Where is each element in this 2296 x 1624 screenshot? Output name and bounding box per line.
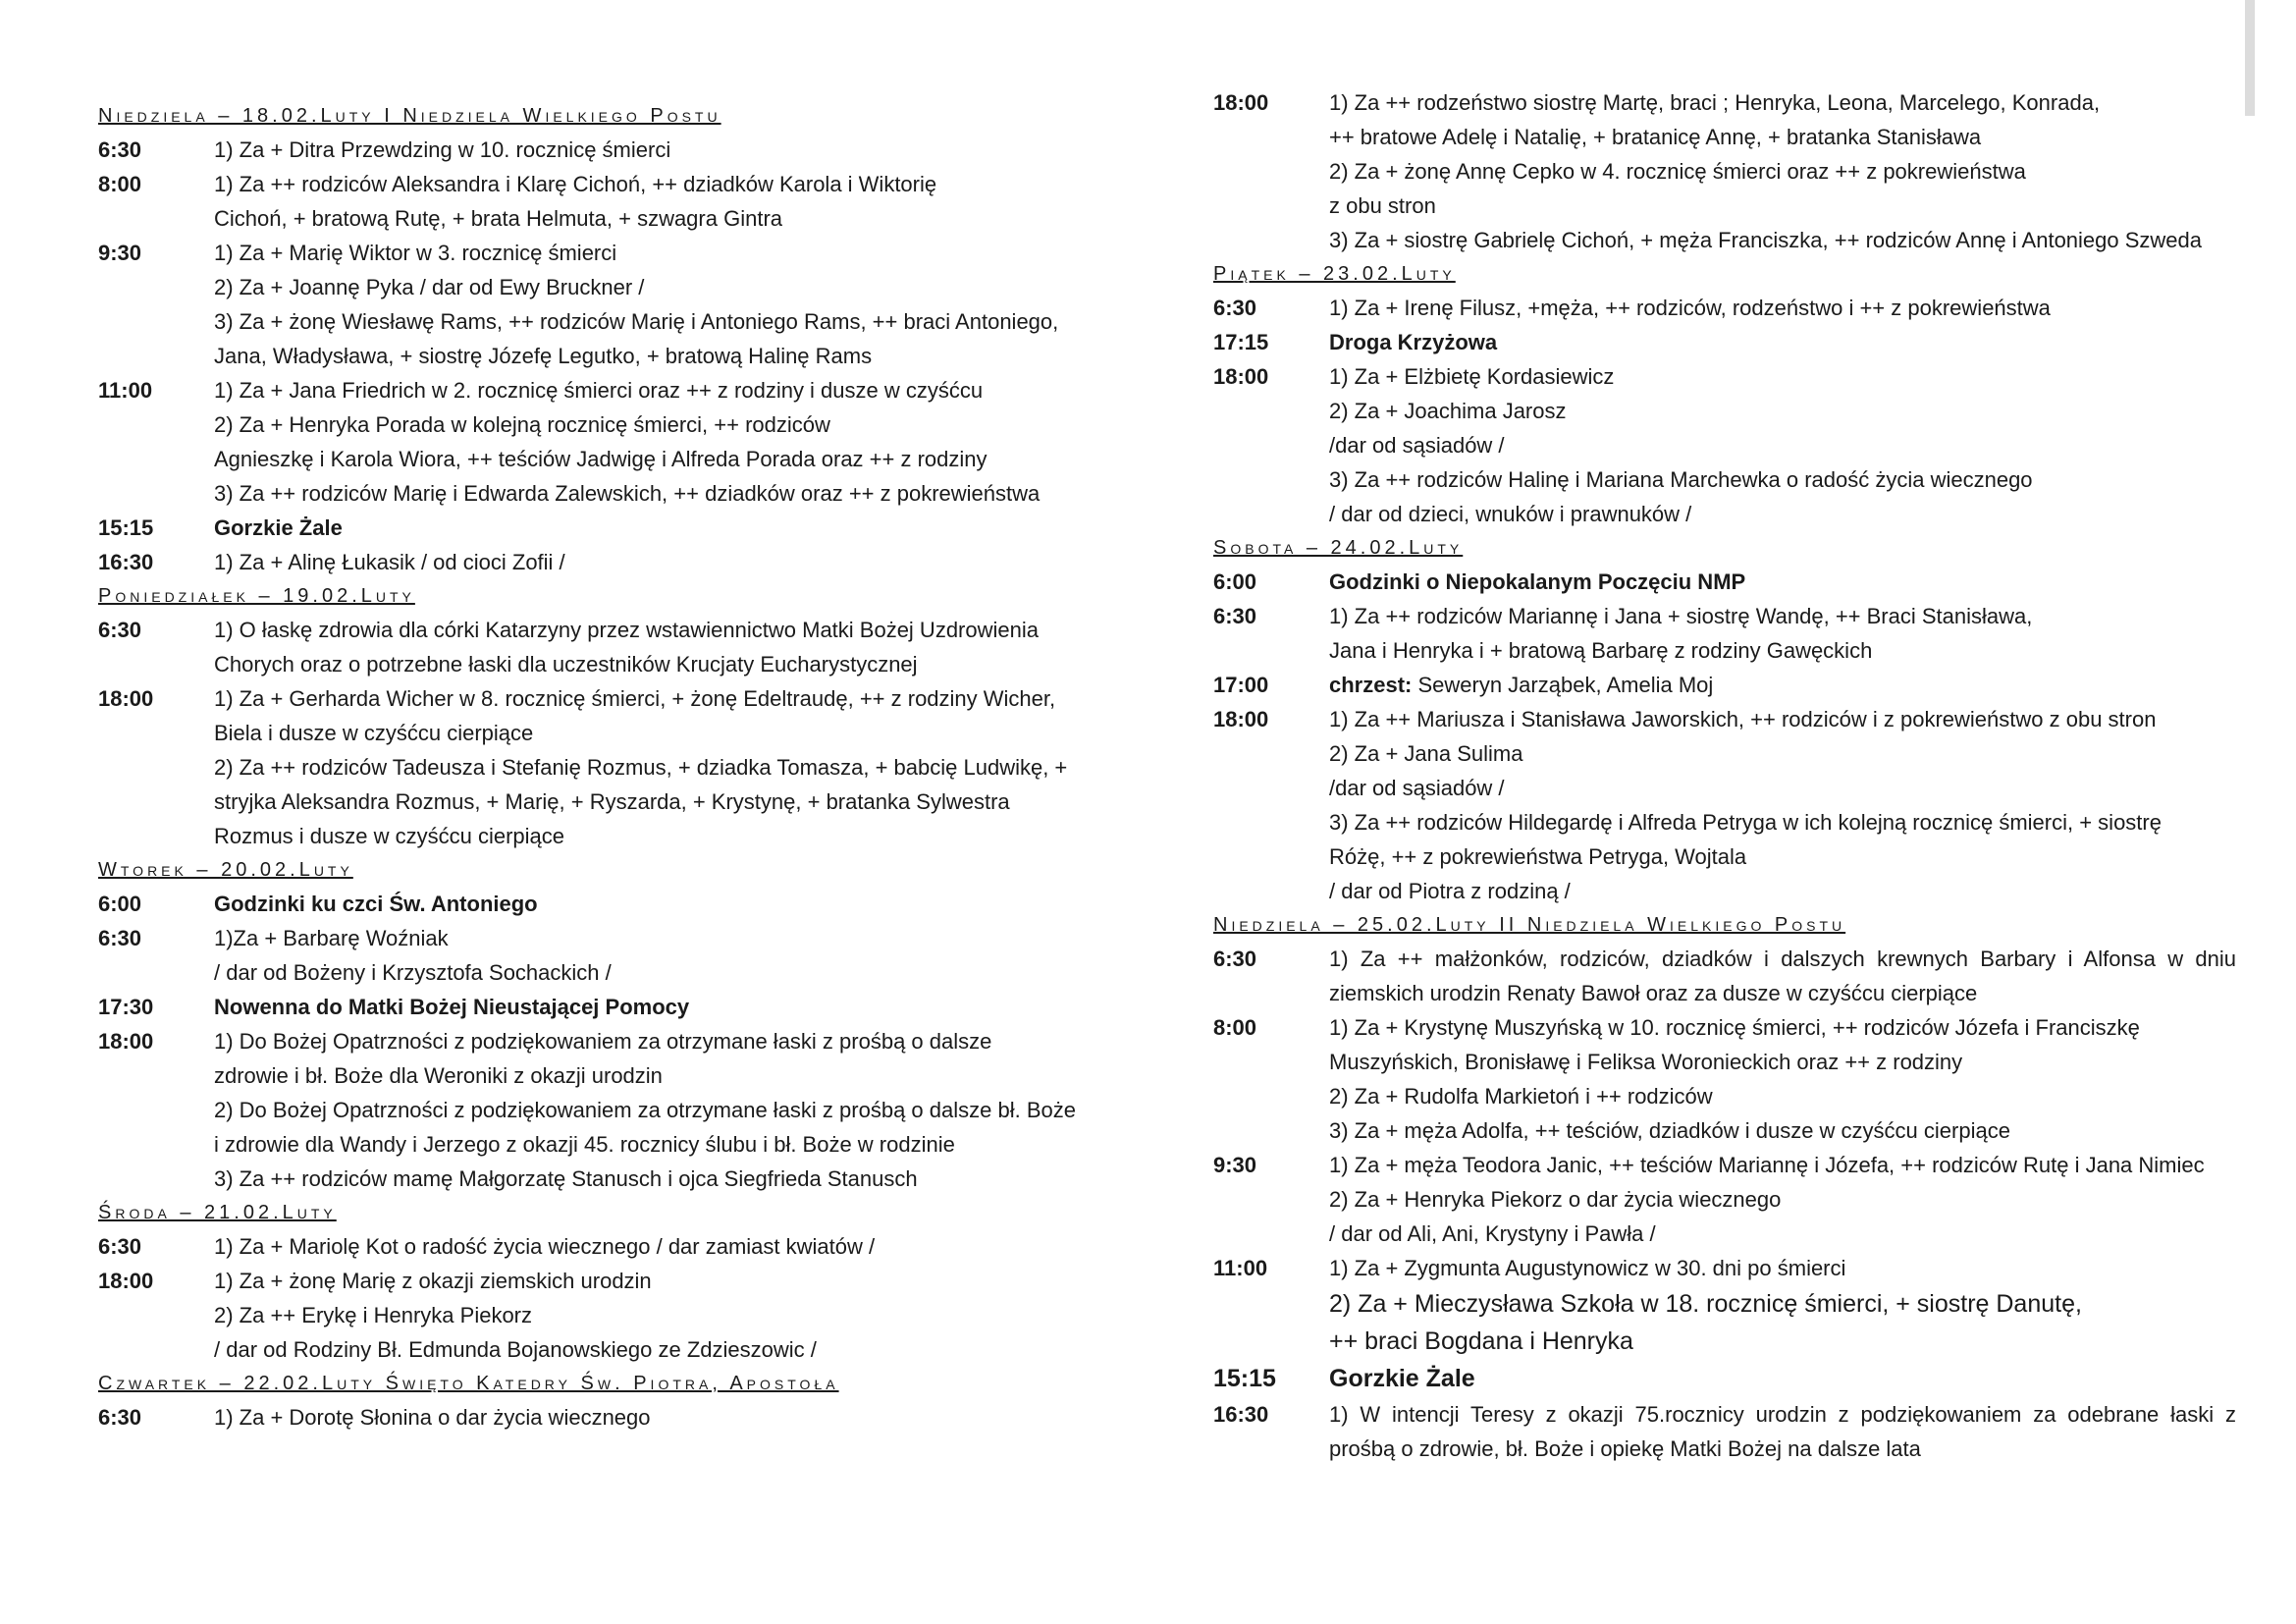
intention-line: stryjka Aleksandra Rozmus, + Marię, + Ryszarda, + Krystynę, + bratanka Sylwestra [214, 789, 1010, 814]
intention-line: 1) W intencji Teresy z okazji 75.rocznicy urodzin z podziękowaniem za odebrane łaski z [1329, 1402, 2236, 1427]
intention-line: Godzinki o Niepokalanym Poczęciu NMP [1329, 569, 1746, 594]
left-column [98, 99, 1109, 1435]
intention-line: 1) Za + Mariolę Kot o radość życia wiecznego / dar zamiast kwiatów / [214, 1234, 876, 1259]
intention-list [1329, 291, 2236, 325]
intention-list [214, 681, 1109, 853]
mass-entry [1213, 1397, 2236, 1466]
intention-line: Droga Krzyżowa [1329, 330, 1498, 354]
intention-list [1329, 1251, 2236, 1360]
mass-time: 18:00 [98, 686, 154, 711]
mass-entry [1213, 291, 2236, 325]
intention-list [1329, 1010, 2236, 1148]
intention-line: 3) Za + żonę Wiesławę Rams, ++ rodziców Marię i Antoniego Rams, ++ braci Antoniego, [214, 309, 1059, 334]
mass-time: 8:00 [1213, 1015, 1257, 1040]
intention-line: 2) Za + Joachima Jarosz [1329, 399, 1567, 423]
intention-line: Cichoń, + bratową Rutę, + brata Helmuta, + szwagra Gintra [214, 206, 783, 231]
intention-line: z obu stron [1329, 193, 1436, 218]
day-section [98, 1196, 1109, 1367]
mass-entry [1213, 702, 2236, 908]
intention-line: 3) Za ++ rodziców Halinę i Mariana Marchewka o radość życia wiecznego [1329, 467, 2033, 492]
mass-entry [1213, 1010, 2236, 1148]
intention-list [1329, 1148, 2236, 1251]
intention-line: 1) Za + Zygmunta Augustynowicz w 30. dni po śmierci [1329, 1256, 1846, 1280]
intention-line: /dar od sąsiadów / [1329, 776, 1505, 800]
day-section [1213, 257, 2236, 531]
mass-entry [1213, 359, 2236, 531]
intention-line: 1) Do Bożej Opatrzności z podziękowaniem za otrzymane łaski z prośbą o dalsze [214, 1029, 992, 1054]
mass-time: 6:30 [98, 1405, 142, 1430]
intention-line: 2) Za + Mieczysława Szkoła w 18. rocznicę śmierci, + siostrę Danutę, [1329, 1290, 2082, 1318]
intention-line: 3) Za + siostrę Gabrielę Cichoń, + męża Franciszka, ++ rodziców Annę i Antoniego Szweda [1329, 228, 2203, 252]
intention-line: 1) Za ++ rodziców Aleksandra i Klarę Cichoń, ++ dziadków Karola i Wiktorię [214, 172, 937, 196]
mass-time: 8:00 [98, 172, 142, 196]
day-title: Niedziela – 25.02.Luty II Niedziela Wielkiego Postu [1213, 914, 1846, 936]
intention-list [1329, 599, 2236, 668]
intention-line: 1) Za ++ rodziców Mariannę i Jana + siostrę Wandę, ++ Braci Stanisława, [1329, 604, 2033, 628]
day-section [98, 1367, 1109, 1435]
intention-line: 1)Za + Barbarę Woźniak [214, 926, 449, 950]
intention-line: Biela i dusze w czyśćcu cierpiące [214, 721, 534, 745]
intention-line: Chorych oraz o potrzebne łaski dla uczestników Krucjaty Eucharystycznej [214, 652, 918, 677]
intention-list [1329, 702, 2236, 908]
mass-entry [98, 887, 1109, 921]
intention-line: Gorzkie Żale [214, 515, 343, 540]
intention-list [214, 613, 1109, 681]
day-section [98, 853, 1109, 1196]
mass-entry [98, 681, 1109, 853]
mass-entry [98, 236, 1109, 373]
intention-list [214, 1264, 1109, 1367]
intention-line: prośbą o zdrowie, bł. Boże i opiekę Matki Bożej na dalsze lata [1329, 1436, 1921, 1461]
mass-entry [1213, 325, 2236, 359]
mass-time: 18:00 [98, 1269, 154, 1293]
intention-line: / dar od Ali, Ani, Krystyny i Pawła / [1329, 1221, 1656, 1246]
mass-entry [98, 990, 1109, 1024]
day-title: Wtorek – 20.02.Luty [98, 859, 353, 881]
intention-line: ziemskich urodzin Renaty Bawoł oraz za dusze w czyśćcu cierpiące [1329, 981, 1978, 1005]
mass-time: 17:15 [1213, 330, 1269, 354]
mass-entry [1213, 668, 2236, 702]
mass-time: 6:30 [98, 618, 142, 642]
intention-line: 3) Za ++ rodziców Marię i Edwarda Zalewskich, ++ dziadków oraz ++ z pokrewieństwa [214, 481, 1041, 506]
day-section [1213, 531, 2236, 908]
intention-line: 2) Za + Henryka Piekorz o dar życia wiecznego [1329, 1187, 1782, 1212]
mass-time: 6:30 [1213, 296, 1257, 320]
intention-line: / dar od Piotra z rodziną / [1329, 879, 1571, 903]
intention-list [214, 921, 1109, 990]
intention-line: 3) Za ++ rodziców Hildegardę i Alfreda Petryga w ich kolejną rocznicę śmierci, + siostrę [1329, 810, 2162, 835]
mass-time: 9:30 [98, 241, 142, 265]
intention-line: 2) Za + żonę Annę Cepko w 4. rocznicę śmierci oraz ++ z pokrewieństwa [1329, 159, 2026, 184]
day-section [1213, 85, 2236, 257]
intention-line: 2) Do Bożej Opatrzności z podziękowaniem za otrzymane łaski z prośbą o dalsze bł. Boże [214, 1098, 1076, 1122]
intention-line: Gorzkie Żale [1329, 1365, 1475, 1392]
intention-line: 1) Za + żonę Marię z okazji ziemskich urodzin [214, 1269, 652, 1293]
day-title: Środa – 21.02.Luty [98, 1202, 337, 1223]
mass-entry [98, 613, 1109, 681]
mass-time: 6:00 [98, 892, 142, 916]
mass-entry [98, 511, 1109, 545]
mass-time: 16:30 [98, 550, 154, 574]
intention-list [1329, 85, 2236, 257]
intention-line: ++ bratowe Adelę i Natalię, + bratanicę Annę, + bratanka Stanisława [1329, 125, 1982, 149]
mass-entry [1213, 942, 2236, 1010]
mass-time: 15:15 [1213, 1365, 1276, 1392]
mass-time: 18:00 [1213, 90, 1269, 115]
intention-line: 1) Za ++ Mariusza i Stanisława Jaworskich, ++ rodziców i z pokrewieństwo z obu stron [1329, 707, 2157, 731]
mass-entry [98, 1264, 1109, 1367]
mass-time: 18:00 [1213, 707, 1269, 731]
intention-line: Nowenna do Matki Bożej Nieustającej Pomocy [214, 995, 690, 1019]
intention-line: 2) Za + Rudolfa Markietoń i ++ rodziców [1329, 1084, 1713, 1109]
mass-time: 15:15 [98, 515, 154, 540]
mass-time: 17:00 [1213, 673, 1269, 697]
intention-line: 2) Za + Jana Sulima [1329, 741, 1523, 766]
intention-line: 2) Za ++ Erykę i Henryka Piekorz [214, 1303, 533, 1327]
intention-list [214, 133, 1109, 167]
right-column [1213, 85, 2236, 1466]
mass-entry [98, 133, 1109, 167]
mass-entry [1213, 1251, 2236, 1360]
intention-line: 1) Za + Alinę Łukasik / od cioci Zofii / [214, 550, 565, 574]
mass-entry [1213, 1360, 2236, 1397]
intention-list [214, 887, 1109, 921]
day-title: Niedziela – 18.02.Luty I Niedziela Wielkiego Postu [98, 105, 721, 127]
intention-list [214, 1024, 1109, 1196]
mass-time: 16:30 [1213, 1402, 1269, 1427]
intention-line: / dar od Rodziny Bł. Edmunda Bojanowskiego ze Zdzieszowic / [214, 1337, 817, 1362]
intention-list [214, 236, 1109, 373]
intention-list [1329, 668, 2236, 702]
intention-line: 2) Za + Joannę Pyka / dar od Ewy Bruckner / [214, 275, 645, 299]
day-title: Piątek – 23.02.Luty [1213, 263, 1456, 285]
intention-list [214, 1400, 1109, 1435]
intention-line: zdrowie i bł. Boże dla Weroniki z okazji urodzin [214, 1063, 663, 1088]
intention-line: 1) Za + Elżbietę Kordasiewicz [1329, 364, 1615, 389]
intention-line: Jana, Władysława, + siostrę Józefę Legutko, + bratową Halinę Rams [214, 344, 873, 368]
mass-time: 11:00 [98, 378, 153, 403]
mass-entry [1213, 85, 2236, 257]
intention-list [1329, 1397, 2236, 1466]
intention-list [214, 373, 1109, 511]
baptism-label: chrzest: [1329, 673, 1413, 697]
intention-list [214, 511, 1109, 545]
intention-line: 3) Za ++ rodziców mamę Małgorzatę Stanusch i ojca Siegfrieda Stanusch [214, 1166, 918, 1191]
intention-line: 1) Za ++ rodzeństwo siostrę Martę, braci ; Henryka, Leona, Marcelego, Konrada, [1329, 90, 2101, 115]
intention-line: /dar od sąsiadów / [1329, 433, 1505, 458]
intention-line [1329, 668, 2236, 702]
day-section [98, 579, 1109, 853]
scrollbar[interactable] [2245, 0, 2255, 116]
mass-entry [1213, 599, 2236, 668]
intention-line: Muszyńskich, Bronisławę i Feliksa Woronieckich oraz ++ z rodziny [1329, 1050, 1963, 1074]
mass-entry [98, 921, 1109, 990]
mass-time: 17:30 [98, 995, 154, 1019]
day-title: Sobota – 24.02.Luty [1213, 537, 1464, 559]
intention-line: 1) Za + Jana Friedrich w 2. rocznicę śmierci oraz ++ z rodziny i dusze w czyśćcu [214, 378, 984, 403]
mass-entry [98, 545, 1109, 579]
intention-list [214, 545, 1109, 579]
mass-entry [98, 373, 1109, 511]
intention-list [1329, 565, 2236, 599]
mass-entry [98, 1229, 1109, 1264]
day-section [1213, 908, 2236, 1466]
mass-entry [1213, 565, 2236, 599]
intention-list [214, 990, 1109, 1024]
intention-line: / dar od dzieci, wnuków i prawnuków / [1329, 502, 1692, 526]
intention-line: Jana i Henryka i + bratową Barbarę z rodziny Gawęckich [1329, 638, 1873, 663]
mass-time: 6:30 [1213, 604, 1257, 628]
intention-line: 1) Za + Irenę Filusz, +męża, ++ rodziców, rodzeństwo i ++ z pokrewieństwa [1329, 296, 2051, 320]
day-title: Czwartek – 22.02.Luty Święto Katedry Św. Piotra, Apostoła [98, 1373, 839, 1394]
intention-line: 3) Za + męża Adolfa, ++ teściów, dziadków i dusze w czyśćcu cierpiące [1329, 1118, 2010, 1143]
mass-entry [98, 167, 1109, 236]
mass-entry [1213, 1148, 2236, 1251]
mass-time: 6:30 [1213, 947, 1257, 971]
intention-line: 2) Za ++ rodziców Tadeusza i Stefanię Rozmus, + dziadka Tomasza, + babcię Ludwikę, + [214, 755, 1068, 780]
day-section [98, 99, 1109, 579]
intention-line: Godzinki ku czci Św. Antoniego [214, 892, 538, 916]
mass-time: 18:00 [98, 1029, 154, 1054]
intention-line: / dar od Bożeny i Krzysztofa Sochackich / [214, 960, 612, 985]
mass-time: 9:30 [1213, 1153, 1257, 1177]
mass-time: 6:30 [98, 137, 142, 162]
intention-line: 1) Za + Krystynę Muszyńską w 10. rocznicę śmierci, ++ rodziców Józefa i Franciszkę [1329, 1015, 2140, 1040]
mass-entry [98, 1024, 1109, 1196]
intention-line: 1) Za + męża Teodora Janic, ++ teściów Mariannę i Józefa, ++ rodziców Rutę i Jana Nimiec [1329, 1153, 2205, 1177]
mass-time: 11:00 [1213, 1256, 1268, 1280]
intention-line: ++ braci Bogdana i Henryka [1329, 1327, 1633, 1355]
mass-time: 6:30 [98, 926, 142, 950]
intention-line: 1) Za + Gerharda Wicher w 8. rocznicę śmierci, + żonę Edeltraudę, ++ z rodziny Wicher, [214, 686, 1056, 711]
day-title: Poniedziałek – 19.02.Luty [98, 585, 415, 607]
mass-time: 6:30 [98, 1234, 142, 1259]
intention-list [214, 167, 1109, 236]
mass-time: 6:00 [1213, 569, 1257, 594]
intention-list [1329, 942, 2236, 1010]
intention-line: Rozmus i dusze w czyśćcu cierpiące [214, 824, 565, 848]
mass-entry [98, 1400, 1109, 1435]
intention-list [214, 1229, 1109, 1264]
intention-line: Agnieszkę i Karola Wiora, ++ teściów Jadwigę i Alfreda Porada oraz ++ z rodziny [214, 447, 988, 471]
intention-line: i zdrowie dla Wandy i Jerzego z okazji 45. rocznicy ślubu i bł. Boże w rodzinie [214, 1132, 955, 1157]
intention-line: 1) Za + Dorotę Słonina o dar życia wiecznego [214, 1405, 651, 1430]
intention-line: 1) Za + Ditra Przewdzing w 10. rocznicę śmierci [214, 137, 671, 162]
intention-list [1329, 325, 2236, 359]
intention-line: 1) Za ++ małżonków, rodziców, dziadków i dalszych krewnych Barbary i Alfonsa w dniu [1329, 947, 2236, 971]
intention-list [1329, 1360, 2236, 1397]
intention-line: Różę, ++ z pokrewieństwa Petryga, Wojtala [1329, 844, 1747, 869]
intention-list [1329, 359, 2236, 531]
intention-line: 2) Za + Henryka Porada w kolejną rocznicę śmierci, ++ rodziców [214, 412, 830, 437]
intention-line: 1) O łaskę zdrowia dla córki Katarzyny przez wstawiennictwo Matki Bożej Uzdrowienia [214, 618, 1039, 642]
mass-time: 18:00 [1213, 364, 1269, 389]
intention-line: 1) Za + Marię Wiktor w 3. rocznicę śmierci [214, 241, 617, 265]
baptism-names: Seweryn Jarząbek, Amelia Moj [1412, 673, 1714, 697]
